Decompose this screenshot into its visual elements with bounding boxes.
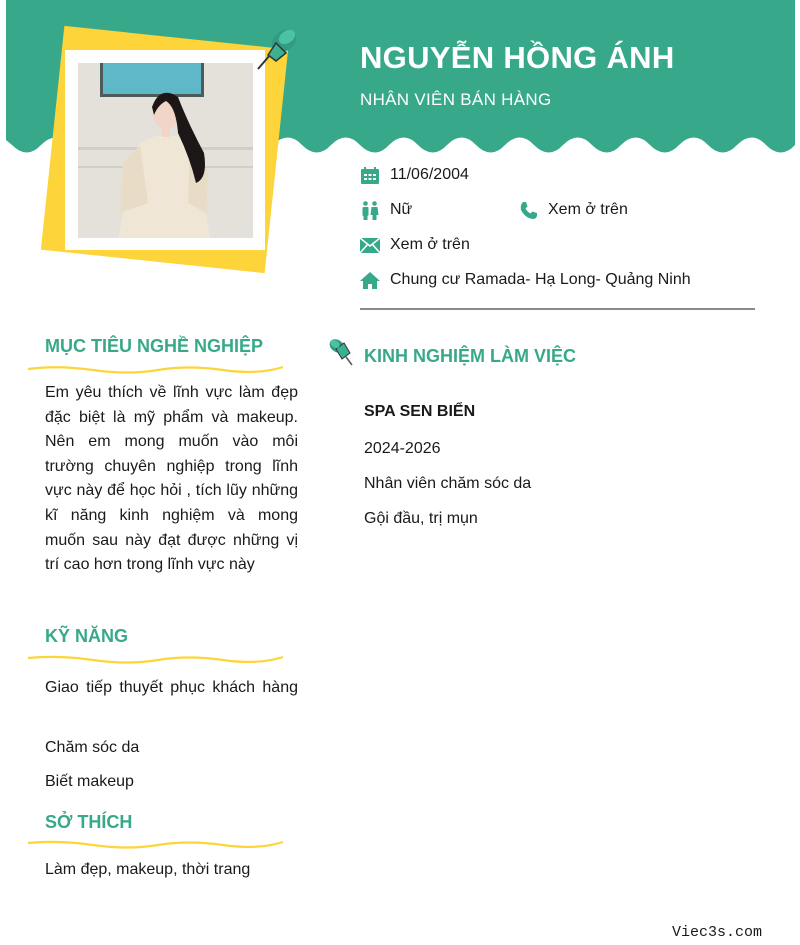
birthday-row (360, 163, 469, 187)
experience-company: SPA SEN BIỂN (364, 403, 476, 420)
email-row (360, 233, 470, 257)
photo-frame (65, 50, 265, 250)
address-row (360, 268, 691, 292)
calendar-icon (360, 165, 380, 185)
pushpin-icon (250, 25, 300, 73)
header-divider (360, 308, 755, 310)
hobby-item: Làm đẹp, makeup, thời trang (45, 861, 251, 878)
email-value: Xem ở trên (390, 236, 470, 253)
profile-photo-block (40, 25, 300, 275)
skills-title: KỸ NĂNG (45, 626, 129, 646)
birthday-value: 11/06/2004 (390, 166, 469, 183)
hobbies-underline (28, 839, 283, 851)
candidate-name: NGUYỄN HỒNG ÁNH (360, 40, 675, 75)
skill-item: Chăm sóc da (45, 739, 140, 756)
gender-row (360, 198, 412, 222)
objective-title: MỤC TIÊU NGHỀ NGHIỆP (45, 336, 264, 356)
experience-period: 2024-2026 (364, 440, 441, 457)
objective-text: Em yêu thích về lĩnh vực làm đẹp đặc biệt là mỹ phẩm và makeup. Nên em mong muốn vào môi trường chuyên nghiệp trong lĩnh vực này để học hỏi , tích lũy những kĩ năng kinh nghiệm và mong muốn sau này đạt được những vị trí cao hơn trong lĩnh vực này (45, 384, 298, 574)
skill-item: Giao tiếp thuyết phục khách hàng (45, 679, 298, 696)
experience-position: Nhân viên chăm sóc da (364, 475, 532, 492)
pushpin-icon (328, 337, 358, 367)
home-icon (360, 270, 380, 290)
avatar (78, 63, 253, 238)
skills-underline (28, 654, 283, 666)
phone-row (518, 198, 628, 222)
objective-underline (28, 364, 283, 376)
address-value: Chung cư Ramada- Hạ Long- Quảng Ninh (390, 271, 691, 288)
gender-icon (360, 200, 380, 220)
watermark: Viec3s.com (672, 924, 763, 941)
skill-item: Biết makeup (45, 773, 134, 790)
envelope-icon (360, 235, 380, 255)
experience-title: KINH NGHIỆM LÀM VIỆC (364, 346, 577, 366)
phone-icon (518, 200, 538, 220)
job-title: NHÂN VIÊN BÁN HÀNG (360, 90, 552, 109)
gender-value: Nữ (390, 201, 413, 218)
experience-description: Gội đầu, trị mụn (364, 510, 478, 527)
hobbies-title: SỞ THÍCH (45, 812, 133, 832)
phone-value: Xem ở trên (548, 201, 628, 218)
